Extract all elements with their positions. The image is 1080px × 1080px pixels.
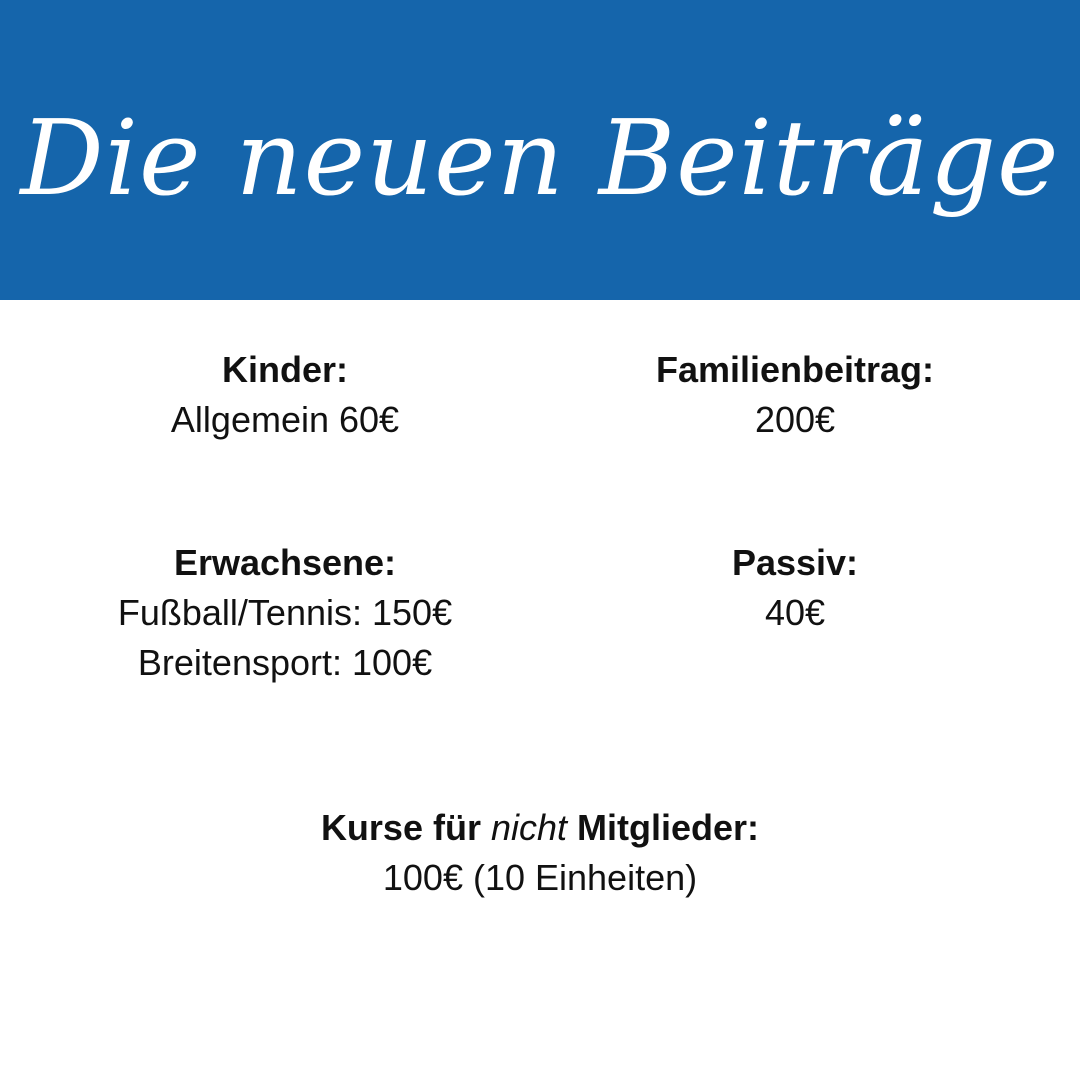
fee-heading-kurse-italic: nicht [490, 807, 568, 848]
header-banner [0, 0, 1080, 300]
page-title: Die neuen Beiträge [20, 97, 1060, 219]
fee-line-passiv-amount: 40€ [764, 592, 826, 633]
fee-line-kurse-amount: 100€ (10 Einheiten) [382, 857, 698, 898]
fee-block-kinder [85, 345, 485, 445]
fee-heading-passiv: Passiv: [731, 542, 859, 583]
fee-block-passiv [595, 538, 995, 638]
fee-heading-kurse-part1: Kurse für [320, 807, 491, 848]
fee-block-kurse [190, 803, 890, 903]
fee-heading-kurse-part2: Mitglieder: [567, 807, 760, 848]
fee-line-familie-amount: 200€ [754, 399, 836, 440]
fee-block-erwachsene [60, 538, 510, 688]
fee-line-erwachsene-fussball-tennis: Fußball/Tennis: 150€ [117, 592, 453, 633]
fee-heading-familie: Familienbeitrag: [655, 349, 935, 390]
fee-block-familie [595, 345, 995, 445]
fee-heading-kinder: Kinder: [222, 349, 348, 390]
fee-line-kinder-allgemein: Allgemein 60€ [170, 399, 400, 440]
fee-heading-kurse [190, 803, 890, 853]
fee-line-erwachsene-breitensport: Breitensport: 100€ [137, 642, 433, 683]
fee-heading-erwachsene: Erwachsene: [173, 542, 397, 583]
